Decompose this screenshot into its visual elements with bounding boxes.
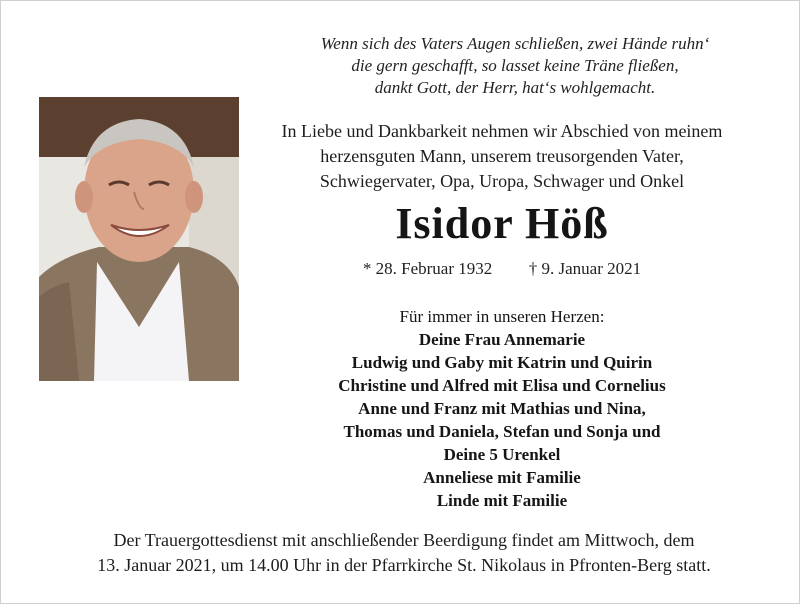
poem-line: Wenn sich des Vaters Augen schließen, zwei Hände ruhn‘ [320, 34, 710, 53]
family-lead: Für immer in unseren Herzen: [399, 307, 605, 326]
portrait-photo [39, 97, 239, 381]
funeral-service-info [41, 528, 767, 578]
family-member: Thomas und Daniela, Stefan und Sonja und [343, 422, 661, 441]
service-line: Der Trauergottesdienst mit anschließender Beerdigung findet am Mittwoch, dem [113, 530, 695, 550]
life-dates [246, 258, 758, 280]
family-list [246, 305, 758, 512]
intro-line: Schwiegervater, Opa, Uropa, Schwager und Onkel [319, 171, 685, 191]
family-member: Anneliese mit Familie [423, 468, 581, 487]
family-member: Anne und Franz mit Mathias und Nina, [358, 399, 646, 418]
intro-text [246, 119, 758, 194]
poem-line: dankt Gott, der Herr, hat‘s wohlgemacht. [374, 78, 656, 97]
death-date: † 9. Januar 2021 [528, 259, 642, 278]
family-member: Deine Frau Annemarie [418, 330, 586, 349]
poem-line: die gern geschafft, so lasset keine Träne fließen, [351, 56, 679, 75]
family-member: Linde mit Familie [436, 491, 568, 510]
family-member: Deine 5 Urenkel [443, 445, 561, 464]
intro-line: In Liebe und Dankbarkeit nehmen wir Abschied von meinem [281, 121, 723, 141]
family-member: Christine und Alfred mit Elisa und Cornelius [338, 376, 666, 395]
birth-date: * 28. Februar 1932 [362, 259, 493, 278]
deceased-name: Isidor Höß [395, 199, 609, 248]
service-line: 13. Januar 2021, um 14.00 Uhr in der Pfarrkirche St. Nikolaus in Pfronten-Berg statt. [97, 555, 711, 575]
intro-line: herzensguten Mann, unserem treusorgenden Vater, [320, 146, 684, 166]
family-member: Ludwig und Gaby mit Katrin und Quirin [351, 353, 653, 372]
poem [259, 33, 771, 99]
